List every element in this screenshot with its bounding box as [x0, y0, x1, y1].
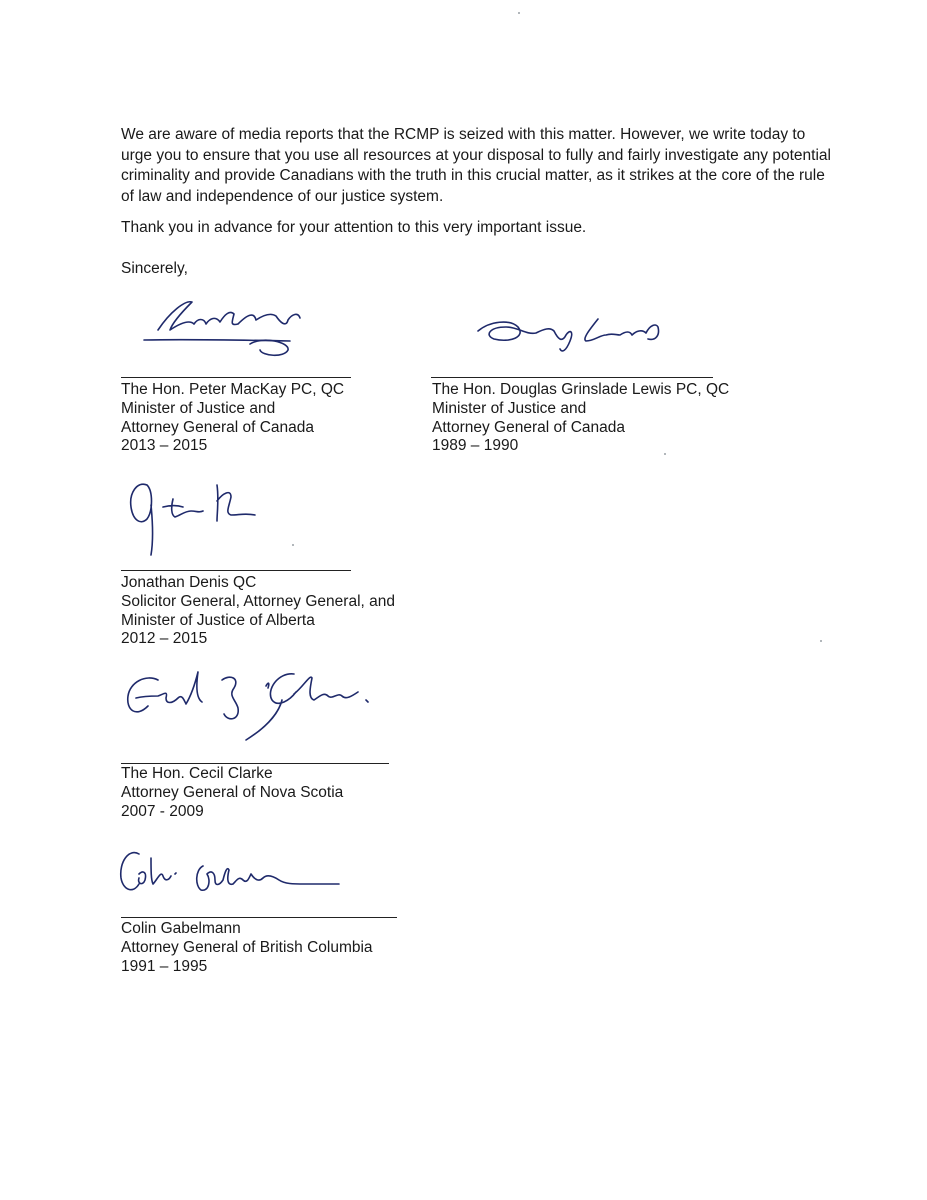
signatory-denis — [121, 574, 395, 649]
signatory-title: Minister of Justice of Alberta — [121, 611, 315, 629]
signature-line-denis — [121, 570, 351, 571]
signatory-name: Jonathan Denis QC — [121, 574, 257, 591]
signature-line-gabelmann — [121, 917, 397, 918]
signatory-title: Attorney General of Canada — [121, 418, 315, 436]
signatory-name: Colin Gabelmann — [121, 920, 241, 937]
signature-line-clarke — [121, 763, 389, 764]
scan-speck — [292, 544, 294, 546]
signature-line-lewis — [431, 377, 713, 378]
signatory-title: Minister of Justice and — [121, 399, 276, 417]
scan-speck — [664, 453, 666, 455]
signatory-term: 2007 - 2009 — [121, 802, 204, 820]
signatory-gabelmann — [121, 920, 373, 976]
signatory-term: 2013 – 2015 — [121, 437, 208, 455]
signatory-lewis — [432, 381, 729, 456]
signature-mackay — [130, 292, 320, 362]
signatory-name: The Hon. Cecil Clarke — [121, 765, 273, 782]
signatory-title: Minister of Justice and — [432, 399, 587, 417]
signatory-title: Attorney General of British Columbia — [121, 938, 373, 956]
signature-clarke — [118, 660, 378, 745]
signatory-term: 1991 – 1995 — [121, 957, 208, 975]
signature-lewis — [470, 305, 670, 360]
signatory-clarke — [121, 765, 343, 821]
signature-denis — [125, 475, 275, 560]
closing-salutation: Sincerely, — [121, 260, 188, 277]
signatory-name: The Hon. Peter MacKay PC, QC — [121, 381, 345, 398]
signatory-title: Attorney General of Nova Scotia — [121, 783, 344, 801]
signatory-name: The Hon. Douglas Grinslade Lewis PC, QC — [432, 381, 730, 398]
body-paragraph-2: Thank you in advance for your attention to this very important issue. — [121, 219, 587, 236]
scan-speck — [820, 640, 822, 642]
signatory-title: Solicitor General, Attorney General, and — [121, 592, 395, 610]
scan-speck — [518, 12, 520, 14]
signatory-term: 1989 – 1990 — [432, 437, 519, 455]
signature-gabelmann — [115, 840, 345, 905]
signatory-term: 2012 – 2015 — [121, 630, 208, 648]
signature-line-mackay — [121, 377, 351, 378]
signatory-mackay — [121, 381, 344, 456]
signatory-title: Attorney General of Canada — [432, 418, 626, 436]
body-paragraph-1: We are aware of media reports that the RCMP is seized with this matter. However, we write today to urge you to ensure that you use all resources at your disposal to fully and fairly investigate any potential criminality and provide Canadians with the truth in this crucial matter, as it strikes at the core of the rule of law and independence of our justice system. — [121, 126, 831, 205]
